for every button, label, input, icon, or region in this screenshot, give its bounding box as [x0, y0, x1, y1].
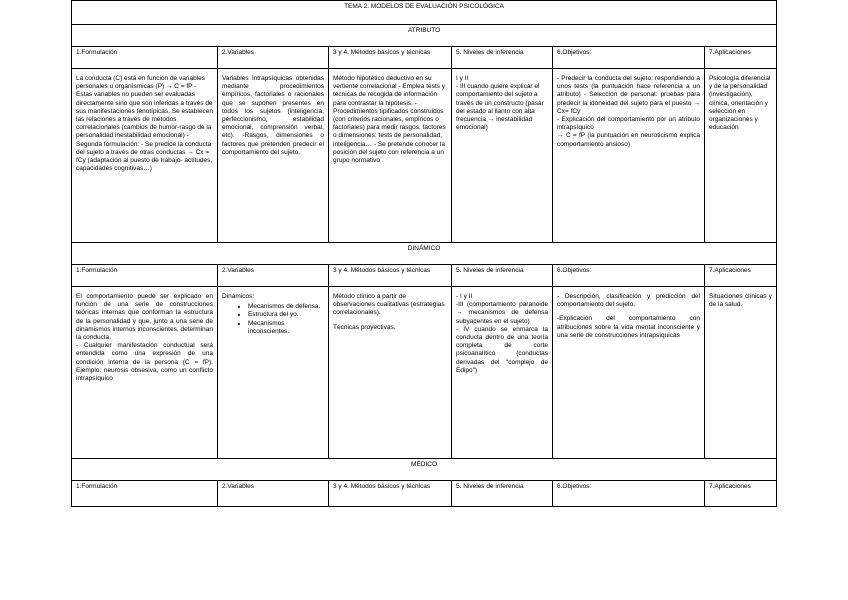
dinamico-niveles: - I y II -III (comportamiento paranoide → mecanismos de defensa subyacentes en el sujeto) - IV cuando se enmarca la conducta dentro de una teoría completa de corte psicoanalítico (conductas derivadas del "complejo de Edipo") — [452, 287, 553, 459]
dinamico-formulacion — [72, 287, 218, 459]
atributo-niveles: I y II - III cuando quiere explicar el comportamiento del sujeto a través de un constructo (pasar del estado al llanto con alta frecuencia → inestabilidad emocional) — [452, 69, 553, 243]
atributo-aplicaciones: Psicología diferencial y de la personalidad (investigación), clínica, orientación y selección en organizaciones y educación — [705, 69, 777, 243]
header-metodos: 3 y 4. Métodos básicos y técnicas — [329, 47, 452, 69]
document-title: TEMA 2. MODELOS DE EVALUACIÓN PSICOLÓGICA — [72, 1, 777, 25]
atributo-formulacion: La conducta (C) está en función de variables personales u organísmicas (P) → C = fP - Estas variables no pueden ser evaluadas directamente sino que son inferidas a través de sus manifestaciones fenotípicas. Se establecen las relaciones a través de métodos correlacionales (cambios de humor-rasgo de la personalidad inestabilidad emocional) - Segunda formulación: - Se predice la conducta del sujeto a través de otras conductas → Cx = fCy (adaptación al puesto de trabajo- actitudes, capacidades cognitivas…) — [72, 69, 218, 243]
header-row-atributo — [72, 47, 777, 69]
dinamico-metodos — [329, 287, 452, 459]
header-row-dinamico — [72, 265, 777, 287]
atributo-metodos: Método hipotético deductivo en su vertiente correlacional - Emplea tests y técnicas de recogida de información para contrastar la hipótesis. - Procedimientos tipificados construidos (con criterios racionales, empíricos o factoriales) para medir rasgos, factores o dimensiones: tests de personalidad, inteligencia… - Se pretende conocer la posición del sujeto con referencia a un grupo normativo — [329, 69, 452, 243]
section-title-medico: MÉDICO — [72, 459, 777, 481]
header-metodos: 3 y 4. Métodos básicos y técnicas — [329, 481, 452, 507]
header-variables: 2.Variables — [218, 47, 329, 69]
dinamico-metodos-p1: Método clínico a partir de observaciones cualitativas (estrategias correlacionales). — [333, 293, 445, 317]
atributo-objetivos: - Predecir la conducta del sujeto: respondiendo a unos tests (la puntuación hace referencia a un atributo) - Selección de personal: pruebas para predecir la idoneidad del sujeto para el puesto → Cx= fCy - Explicación del comportamiento por un atributo intrapsíquico → C = fP (la puntuación en neuroticismo explica comportamiento ansioso) — [553, 69, 705, 243]
evaluation-models-table — [71, 0, 777, 507]
header-metodos: 3 y 4. Métodos básicos y técnicas — [329, 265, 452, 287]
header-formulacion: 1.Formulación — [72, 265, 218, 287]
header-objetivos: 6.Objetivos: — [553, 47, 705, 69]
header-objetivos: 6.Objetivos: — [553, 481, 705, 507]
header-aplicaciones: 7.Aplicaciones — [705, 481, 777, 507]
header-formulacion: 1.Formulación — [72, 481, 218, 507]
header-variables: 2.Variables — [218, 481, 329, 507]
dinamico-variables — [218, 287, 329, 459]
dinamico-variables-intro: Dinámicos: — [222, 293, 255, 300]
dinamico-aplicaciones: Situaciones clínicas y de la salud. — [705, 287, 777, 459]
list-item: • Mecanismos inconscientes. — [248, 320, 324, 336]
header-row-medico — [72, 481, 777, 507]
header-niveles: 5. Niveles de inferencia — [452, 481, 553, 507]
content-row-atributo — [72, 69, 777, 243]
atributo-variables: Variables intrapsíquicas obtenidas mediante procedimientos empíricos, factoriales o racionales que se suponen presentes en todos los sujetos (inteligencia, perfeccionismo, estabilidad emocional, comprensión verbal, etc). -Rasgos, dimensiones o factores que pretenden predecir el comportamiento del sujeto. — [218, 69, 329, 243]
list-item: • Estructura del yo. — [248, 311, 324, 319]
header-variables: 2.Variables — [218, 265, 329, 287]
header-niveles: 5. Niveles de inferencia — [452, 47, 553, 69]
dinamico-formulacion-p2: - Cualquier manifestación conductual será entendida como una expresión de una condición interna de la persona (C = fP). Ejemplo: neurosis obsesiva, como un conflicto intrapsíquico — [76, 342, 213, 383]
dinamico-objetivos — [553, 287, 705, 459]
header-aplicaciones: 7.Aplicaciones — [705, 265, 777, 287]
header-aplicaciones: 7.Aplicaciones — [705, 47, 777, 69]
dinamico-metodos-p2: Técnicas proyectivas. — [333, 323, 396, 331]
dinamico-objetivos-p1: - Descripción, clasificación y predicción del comportamiento del sujeto. — [557, 293, 700, 309]
header-objetivos: 6.Objetivos: — [553, 265, 705, 287]
dinamico-variables-list — [222, 303, 324, 336]
section-title-atributo: ATRIBUTO — [72, 25, 777, 47]
section-title-dinamico: DINÁMICO — [72, 243, 777, 265]
content-row-dinamico — [72, 287, 777, 459]
dinamico-objetivos-p2: -Explicación del comportamiento con atribuciones sobre la vida mental inconsciente y una serie de construcciones intrapsíquicas — [557, 315, 700, 339]
header-niveles: 5. Niveles de inferencia — [452, 265, 553, 287]
header-formulacion: 1.Formulación — [72, 47, 218, 69]
dinamico-formulacion-p1: El comportamiento puede ser explicado en función de una serie de construcciones teóricas internas que conforman la estructura de la personalidad y que, junto a una serie de dinamismos internos inconscientes, determinan la conducta. — [76, 293, 213, 342]
list-item: • Mecanismos de defensa. — [248, 303, 324, 311]
